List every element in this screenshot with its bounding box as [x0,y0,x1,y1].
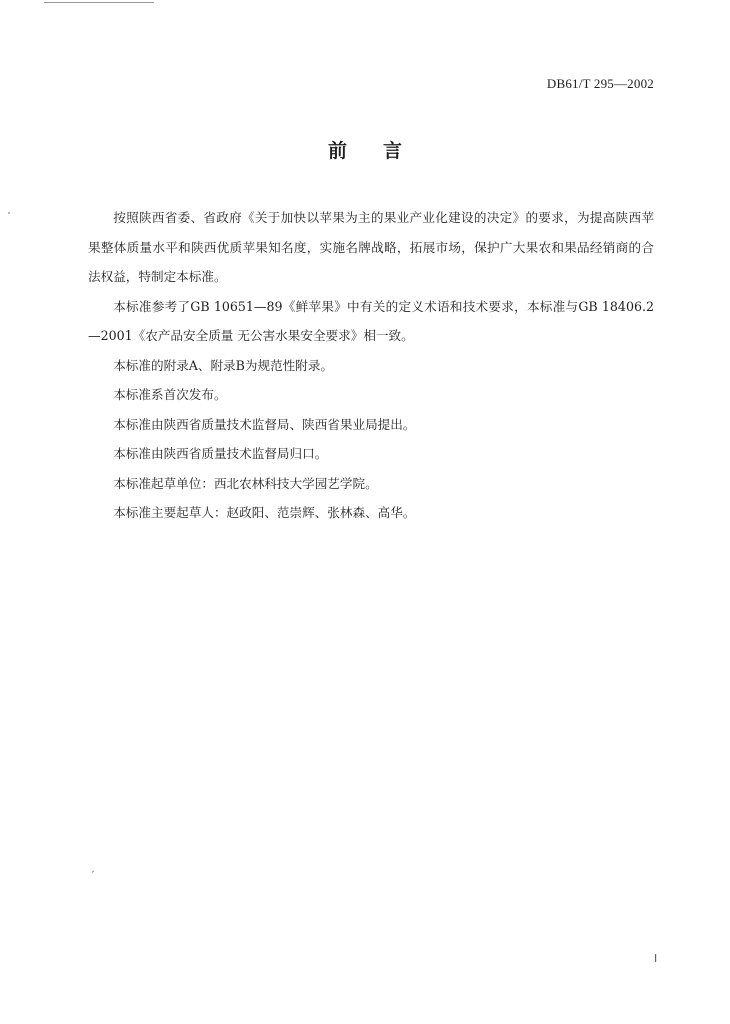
stray-mark: ˏ [90,862,95,873]
paragraph-drafters: 本标准主要起草人：赵政阳、范崇辉、张林森、高华。 [113,505,416,520]
foreword-body [88,203,654,528]
paragraph-centralized: 本标准由陕西省质量技术监督局归口。 [113,446,328,461]
scan-speck [8,212,10,214]
paragraph-first-release: 本标准系首次发布。 [113,387,227,402]
paragraph-references: 本标准参考了GB 10651—89《鲜苹果》中有关的定义术语和技术要求，本标准与GB 18406.2—2001《农产品安全质量 无公害水果安全要求》相一致。 [88,298,654,343]
document-code: DB61/T 295—2002 [546,76,654,91]
paragraph-appendices: 本标准的附录A、附录B为规范性附录。 [113,357,334,373]
scan-edge-line [44,2,154,3]
paragraph-proposer: 本标准由陕西省质量技术监督局、陕西省果业局提出。 [113,416,416,432]
page-title: 前言 [327,140,438,162]
paragraph-purpose: 按照陕西省委、省政府《关于加快以苹果为主的果业产业化建设的决定》的要求，为提高陕西苹果整体质量水平和陕西优质苹果知名度，实施名牌战略，拓展市场，保护广大果农和果品经销商的合法权益，特制定本标准。 [88,210,654,284]
page-number-mark: I [654,952,658,965]
paragraph-drafting-unit: 本标准起草单位：西北农林科技大学园艺学院。 [113,475,378,491]
